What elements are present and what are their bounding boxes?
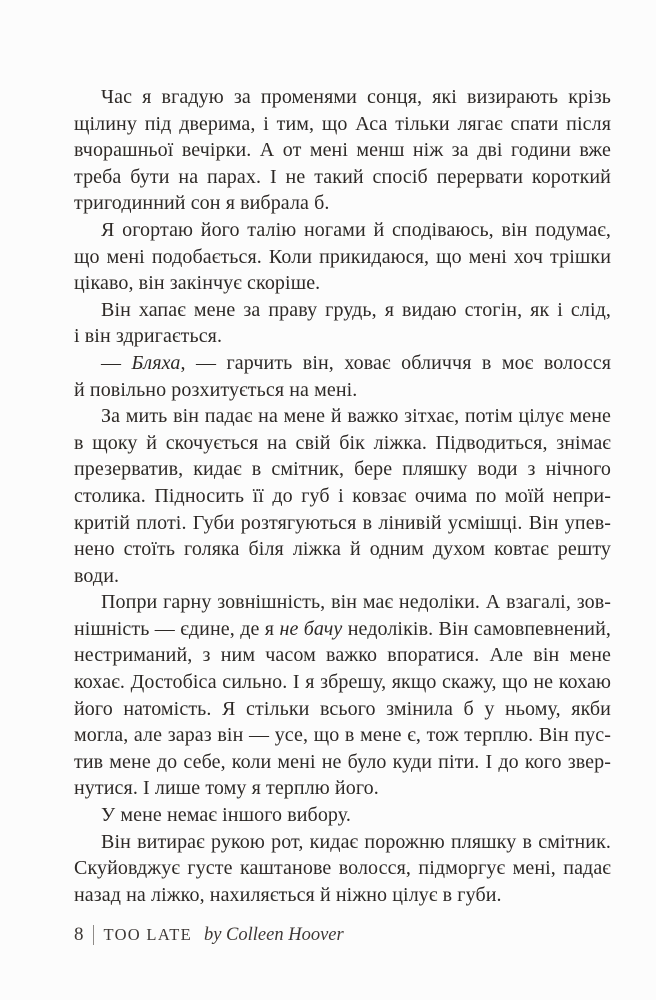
book-author: by Colleen Hoover [203,925,344,945]
page-number: 8 [74,924,84,945]
text-line-p6-l6: могла, але зараз він — усе, що в мене є, тож терплю. Він пус- [74,724,611,747]
text-line-p6-l1: Попри гарну зовнішність, він має недоліки. А взагалі, зов- [101,591,611,614]
text-line-p1-l2: щілину під дверима, і тим, що Аса тільки лягає спати після [74,112,611,135]
book-title: TOO LATE [103,925,192,944]
text-line-p5-l3: презерватив, кидає в смітник, бере пляшку води з нічного [74,458,611,481]
text-line-p1-l4: треба бути на парах. І не такий спосіб перервати короткий [74,165,611,188]
text-line-p5-l5: критій плоті. Губи розтягуються в лінивій усмішці. Він упев- [74,511,611,534]
text-line-p5-l1: За мить він падає на мене й важко зітхає, потім цілує мене [101,405,611,428]
text-line-p6-l5: його натомість. Я стільки всього змінила б у ньому, якби [74,697,611,720]
text-line-p1-l1: Час я вгадую за променями сонця, які визирають крізь [101,86,611,108]
footer-divider [93,925,94,945]
text-line-p4-l2: й повільно розхитується на мені. [74,378,358,401]
text-line-p8-l2: Скуйовджує густе каштанове волосся, підморгує мені, падає [74,857,611,880]
text-line-p2-l3: цікаво, він закінчує скоріше. [74,272,321,295]
text-line-p5-l7: води. [74,564,120,587]
text-line-p5-l6: нено стоїть голяка біля ліжка й одним духом ковтає решту [74,538,611,561]
text-line-p2-l1: Я огортаю його талію ногами й сподіваюсь, він подумає, [101,218,611,241]
text-line-p3-l2: і він здригається. [74,325,223,348]
text-line-p5-l4: столика. Підносить її до губ і ковзає очима по моїй непри- [74,484,611,507]
page-footer [74,923,344,947]
text-line-p7-l1: У мене немає іншого вибору. [101,804,351,827]
text-line-p4-l1: — Бляха, — гарчить він, ховає обличчя в моє волосся [101,351,611,374]
text-line-p8-l1: Він витирає рукою рот, кидає порожню пляшку в смітник. [101,830,611,853]
text-line-p6-l7: тив мене до себе, коли мені не було куди піти. І до кого звер- [74,750,611,773]
text-line-p8-l3: назад на ліжко, нахиляється й ніжно цілує в губи. [74,883,502,906]
text-line-p6-l8: нутися. І лише тому я терплю його. [74,777,379,800]
text-line-p3-l1: Він хапає мене за праву грудь, я видаю стогін, як і слід, [101,298,611,321]
text-line-p6-l3: нестриманий, з ним часом важко впоратися. Але він мене [74,644,611,667]
text-line-p1-l3: вчорашньої вечірки. А от мені менш ніж за дві години вже [74,139,611,162]
text-line-p2-l2: що мені подобається. Коли прикидаюся, що мені хоч трішки [74,245,611,268]
text-line-p6-l4: кохає. Достобіса сильно. І я збрешу, якщо скажу, що не кохаю [74,671,611,694]
text-block [74,84,611,908]
text-line-p5-l2: в щоку й скочується на свій бік ліжка. Підводиться, знімає [74,431,611,454]
text-line-p1-l5: тригодинний сон я вибрала б. [74,192,330,215]
text-line-p6-l2: нішність — єдине, де я не бачу недоліків. Він самовпевнений, [74,617,611,640]
